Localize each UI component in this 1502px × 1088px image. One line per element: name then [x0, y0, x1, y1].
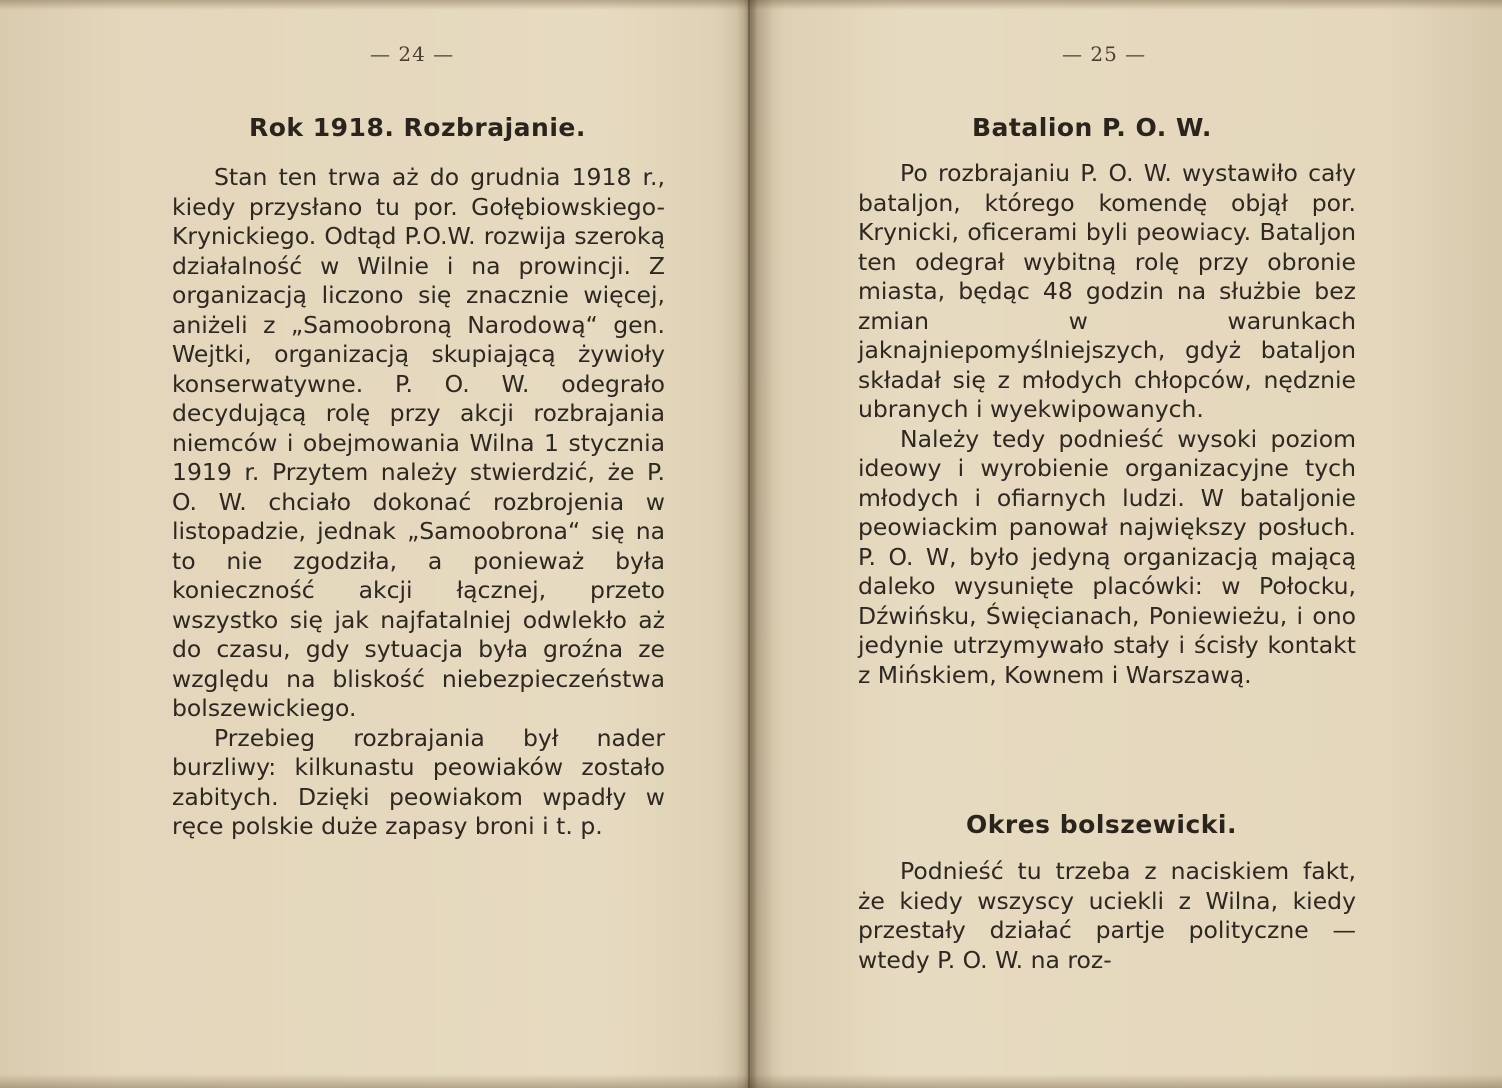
left-page [0, 0, 748, 1088]
page-number-left: — 24 — [370, 42, 455, 66]
right-page [750, 0, 1502, 1088]
right-paragraph-3: Podnieść tu trzeba z naciskiem fakt, że kiedy wszyscy uciekli z Wilna, kiedy przestały działać partje polityczne — wtedy P. O. W. na roz- [858, 857, 1356, 974]
heading-batalion: Batalion P. O. W. [972, 113, 1212, 142]
left-text-block [172, 163, 665, 842]
right-paragraph-1: Po rozbrajaniu P. O. W. wystawiło cały bataljon, którego komendę objął por. Krynicki, oficerami byli peowiacy. Bataljon ten odegrał wybitną rolę przy obronie miasta, będąc 48 godzin na służbie bez zmian w warunkach jaknajniepomyślniejszych, gdyż bataljon składał się z młodych chłopców, nędznie ubranych i wyekwipowanych. [858, 159, 1356, 423]
left-paragraph-1: Stan ten trwa aż do grudnia 1918 r., kiedy przysłano tu por. Gołębiowskiego-Krynickiego. Odtąd P.O.W. rozwija szeroką działalność w Wilnie i na prowincji. Z organizacją liczono się znacznie więcej, aniżeli z „Samoobroną Narodową“ gen. Wejtki, organizacją skupiającą żywioły konserwatywne. P. O. W. odegrało decydującą rolę przy akcji rozbrajania niemców i obejmowania Wilna 1 stycznia 1919 r. Przytem należy stwierdzić, że P. O. W. chciało dokonać rozbrojenia w listopadzie, jednak „Samoobrona“ się na to nie zgodziła, a ponieważ była konieczność akcji łącznej, przeto wszystko się jak najfatalniej odwlekło aż do czasu, gdy sytuacja była groźna ze względu na bliskość niebezpieczeństwa bolszewickiego. [172, 163, 665, 722]
heading-rozbrajanie: Rok 1918. Rozbrajanie. [249, 113, 586, 142]
left-paragraph-2: Przebieg rozbrajania był nader burzliwy: kilkunastu peowiaków zostało zabitych. Dzięki peowiakom wpadły w ręce polskie duże zapasy broni i t. p. [172, 723, 665, 840]
right-text-block-2 [858, 857, 1356, 975]
right-paragraph-2: Należy tedy podnieść wysoki poziom ideowy i wyrobienie organizacyjne tych młodych i ofiarnych ludzi. W bataljonie peowiackim panował największy posłuch. P. O. W, było jedyną organizacją mającą daleko wysunięte placówki: w Połocku, Dźwińsku, Święcianach, Poniewieżu, i ono jedynie utrzymywało stały i ścisły kontakt z Mińskiem, Kownem i Warszawą. [858, 424, 1356, 689]
heading-okres-bolszewicki: Okres bolszewicki. [966, 810, 1237, 839]
right-text-block-1 [858, 159, 1356, 690]
page-number-right: — 25 — [1062, 42, 1147, 66]
